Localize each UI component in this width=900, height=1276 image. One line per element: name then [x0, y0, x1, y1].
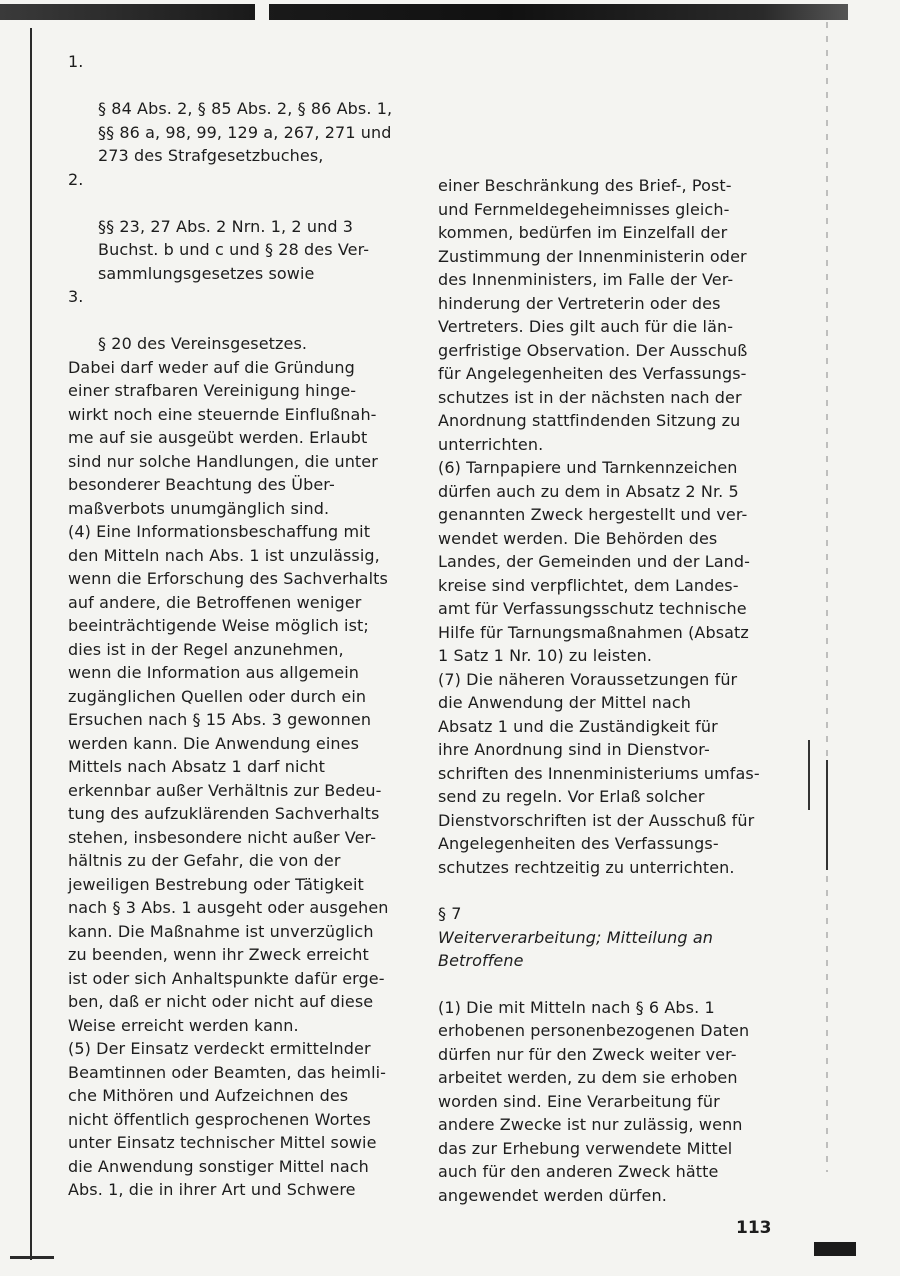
paragraph-continued: einer Beschränkung des Brief-, Post- und Fernmeldegeheimnisses gleich- kommen, bedürfen im Einzelfall der Zustimmung der Innenministerin oder des Innenministers, im Falle der Ver- hinderung der Vertreterin oder des Vertreters. Dies gilt auch für die län- gerfristige Observation. Der Ausschuß für Angelegenheiten des Verfassungs- schutzes ist in der nächsten nach der Anordnung stattfindenden Sitzung zu unterrichten. [438, 176, 748, 454]
left-column [68, 50, 420, 1202]
right-column [438, 174, 790, 1207]
section-paragraph-1: (1) Die mit Mitteln nach § 6 Abs. 1 erhobenen personenbezogenen Daten dürfen nur für den Zweck weiter ver- arbeitet werden, zu dem sie erhoben worden sind. Eine Verarbeitung für andere Zwecke ist nur zulässig, wenn das zur Erhebung verwendete Mittel auch für den anderen Zweck hätte angewendet werden dürfen. [438, 997, 750, 1205]
list-item [68, 168, 420, 286]
paragraph-4: (4) Eine Informationsbeschaffung mit den Mitteln nach Abs. 1 ist unzulässig, wenn die Erforschung des Sachverhalts auf andere, die Betroffenen weniger beeinträchtigende Weise möglich ist; dies ist in der Regel anzunehmen, wenn die Information aus allgemein zugänglichen Quellen oder durch ein Ersuchen nach § 15 Abs. 3 gewonnen werden kann. Die Anwendung eines Mittels nach Absatz 1 darf nicht erkennbar außer Verhältnis zur Bedeu- tung des aufzuklärenden Sachverhalts stehen, insbesondere nicht außer Ver- hältnis zu der Gefahr, die von der jeweiligen Bestrebung oder Tätigkeit nach § 3 Abs. 1 ausgeht oder ausgehen kann. Die Maßnahme ist unverzüglich zu beenden, wenn ihr Zweck erreicht ist oder sich Anhaltspunkte dafür erge- ben, daß er nicht oder nicht auf diese Weise erreicht werden kann. [68, 522, 389, 1035]
list-item-number: 2. [68, 169, 84, 189]
section-7 [438, 902, 790, 1207]
scan-top-edge [0, 4, 848, 20]
page-number: 113 [736, 1218, 772, 1238]
paragraph-6: (6) Tarnpapiere und Tarnkennzeichen dürfen auch zu dem in Absatz 2 Nr. 5 genannten Zweck hergestellt und ver- wendet werden. Die Behörden des Landes, der Gemeinden und der Land- kreise sind verpflichtet, dem Landes- amt für Verfassungsschutz technische Hilfe für Tarnungsmaßnahmen (Absatz 1 Satz 1 Nr. 10) zu leisten. [438, 458, 750, 665]
section-title: Weiterverarbeitung; Mitteilung an Betroffene [438, 927, 714, 970]
list-item-text: § 84 Abs. 2, § 85 Abs. 2, § 86 Abs. 1, §§ 86 a, 98, 99, 129 a, 267, 271 und 273 des Strafgesetzbuches, [98, 99, 393, 165]
list-item-text: § 20 des Vereinsgesetzes. [98, 334, 308, 353]
scan-top-notch [255, 4, 269, 22]
list-item [68, 50, 420, 168]
scan-right-mark [808, 740, 810, 810]
scan-left-foot [10, 1256, 54, 1259]
scan-corner-mark [814, 1242, 856, 1256]
scan-right-mark [826, 760, 828, 870]
list-item-number: 1. [68, 52, 84, 71]
list-item-text: §§ 23, 27 Abs. 2 Nrn. 1, 2 und 3 Buchst. b und c und § 28 des Ver- sammlungsgesetzes sowie [98, 216, 370, 283]
scan-right-edge [826, 22, 828, 1172]
paragraph-7: (7) Die näheren Voraussetzungen für die Anwendung der Mittel nach Absatz 1 und die Zuständigkeit für ihre Anordnung sind in Dienstvor- schriften des Innenministeriums umfas- send zu regeln. Vor Erlaß solcher Dienstvorschriften ist der Ausschuß für Angelegenheiten des Verfassungs- schutzes rechtzeitig zu unterrichten. [438, 669, 760, 877]
list-item-number: 3. [68, 287, 84, 306]
section-number: § 7 [438, 904, 462, 923]
paragraph-dabei: Dabei darf weder auf die Gründung einer strafbaren Vereinigung hinge- wirkt noch eine steuernde Einflußnah- me auf sie ausgeübt werden. Erlaubt sind nur solche Handlungen, die unter besonderer Beachtung des Über- maßverbots unumgänglich sind. [68, 357, 378, 518]
scan-left-edge [30, 28, 32, 1260]
list-item [68, 285, 420, 356]
paragraph-5: (5) Der Einsatz verdeckt ermittelnder Beamtinnen oder Beamten, das heimli- che Mithören und Aufzeichnen des nicht öffentlich gesprochenen Wortes unter Einsatz technischer Mittel sowie die Anwendung sonstiger Mittel nach Abs. 1, die in ihrer Art und Schwere [68, 1039, 387, 1199]
